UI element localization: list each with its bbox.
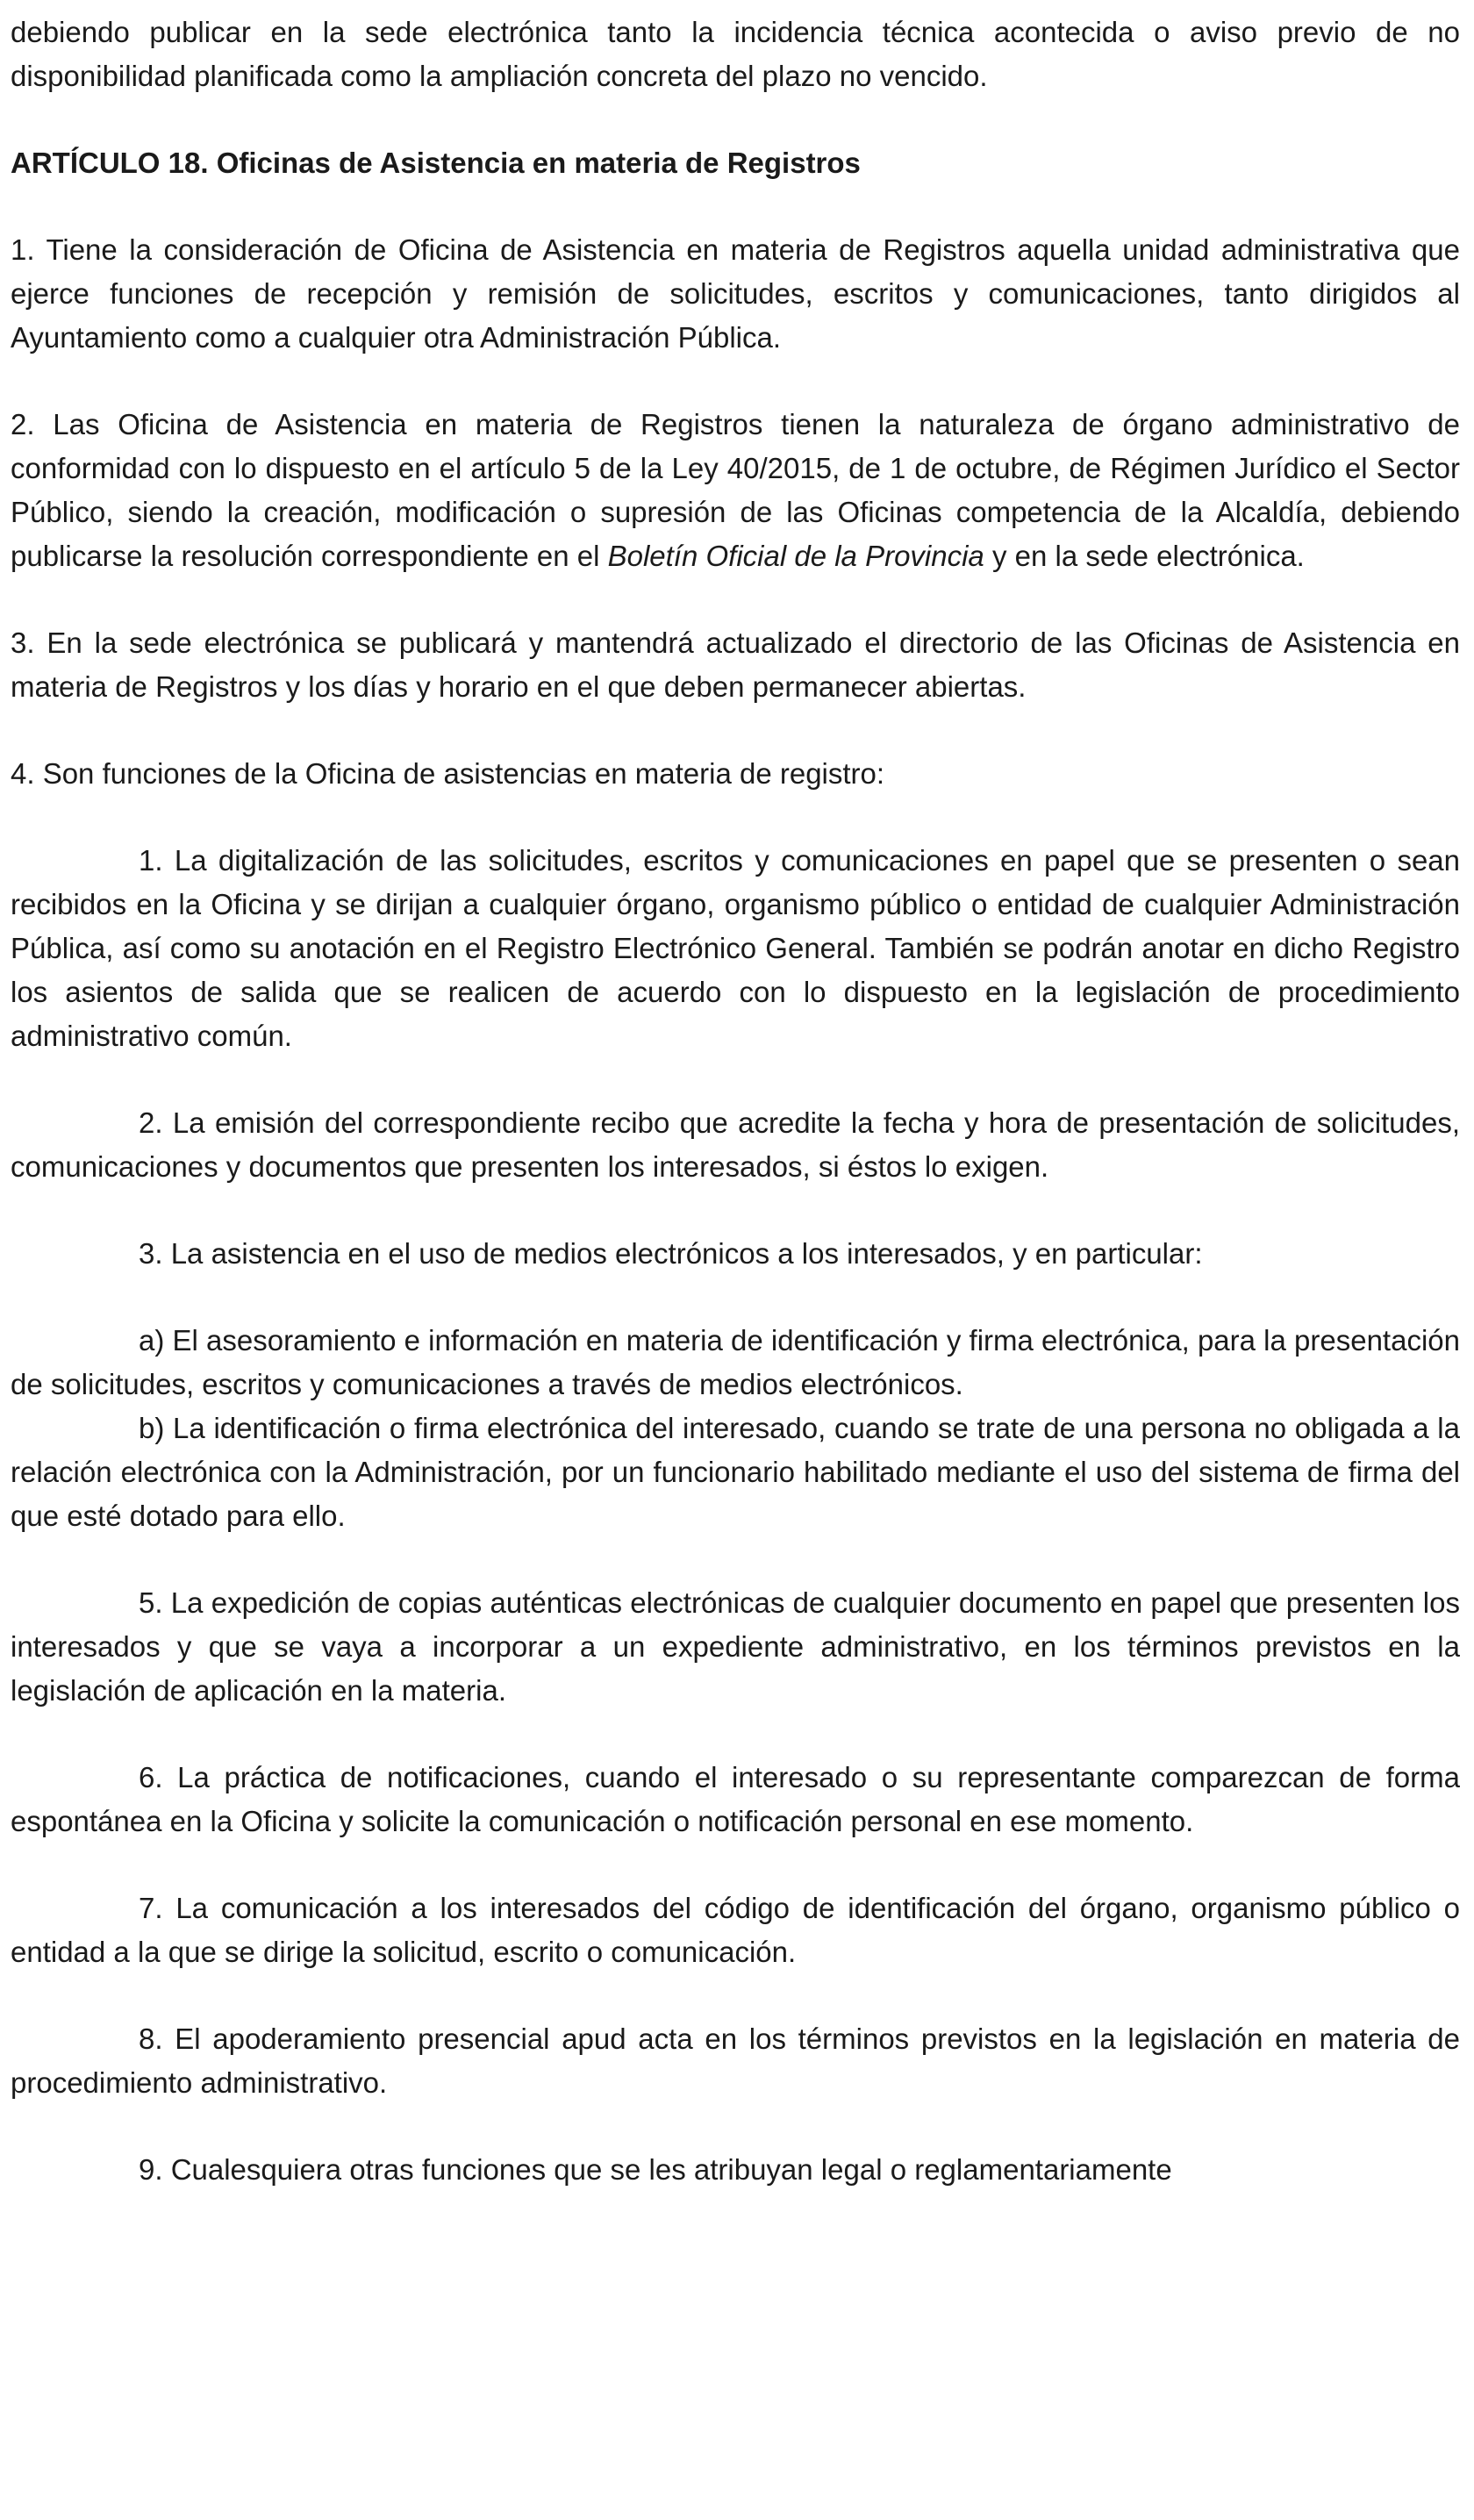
paragraph-1: 1. Tiene la consideración de Oficina de Asistencia en materia de Registros aquella unidad administrativa que ejerce funciones de recepción y remisión de solicitudes, escritos y comunicaciones, tanto dirigidos al Ayuntamiento como a cualquier otra Administración Pública. bbox=[11, 233, 1460, 354]
function-5: 5. La expedición de copias auténticas electrónicas de cualquier documento en papel que presenten los interesados y que se vaya a incorporar a un expediente administrativo, en los términos previstos en la legislación de aplicación en la materia. bbox=[11, 1586, 1460, 1707]
paragraph-2-text-b: y en la sede electrónica. bbox=[984, 540, 1305, 572]
function-7: 7. La comunicación a los interesados del código de identificación del órgano, organismo público o entidad a la que se dirige la solicitud, escrito o comunicación. bbox=[11, 1892, 1460, 1968]
article-heading: ARTÍCULO 18. Oficinas de Asistencia en materia de Registros bbox=[11, 147, 861, 179]
function-6: 6. La práctica de notificaciones, cuando el interesado o su representante comparezcan de forma espontánea en la Oficina y solicite la comunicación o notificación personal en ese momento. bbox=[11, 1761, 1460, 1837]
function-3a: a) El asesoramiento e información en materia de identificación y firma electrónica, para la presentación de solicitudes, escritos y comunicaciones a través de medios electrónicos. bbox=[11, 1324, 1460, 1400]
function-3b: b) La identificación o firma electrónica del interesado, cuando se trate de una persona no obligada a la relación electrónica con la Administración, por un funcionario habilitado mediante el uso del sistema de firma del que esté dotado para ello. bbox=[11, 1412, 1460, 1532]
function-9: 9. Cualesquiera otras funciones que se les atribuyan legal o reglamentariamente bbox=[139, 2153, 1172, 2186]
function-1: 1. La digitalización de las solicitudes, escritos y comunicaciones en papel que se presenten o sean recibidos en la Oficina y se dirijan a cualquier órgano, organismo público o entidad de cualquier Administración Pública, así como su anotación en el Registro Electrónico General. También se podrán anotar en dicho Registro los asientos de salida que se realicen de acuerdo con lo dispuesto en la legislación de procedimiento administrativo común. bbox=[11, 844, 1460, 1052]
paragraph-2 bbox=[11, 403, 1460, 578]
document-page bbox=[11, 11, 1460, 2192]
intro-paragraph: debiendo publicar en la sede electrónica tanto la incidencia técnica acontecida o aviso previo de no disponibilidad planificada como la ampliación concreta del plazo no vencido. bbox=[11, 16, 1460, 92]
paragraph-4: 4. Son funciones de la Oficina de asistencias en materia de registro: bbox=[11, 757, 885, 790]
function-3: 3. La asistencia en el uso de medios electrónicos a los interesados, y en particular: bbox=[139, 1237, 1203, 1270]
paragraph-2-text-a: 2. Las Oficina de Asistencia en materia de Registros tienen la naturaleza de órgano administrativo de conformidad con lo dispuesto en el artículo 5 de la Ley 40/2015, de 1 de octubre, de Régimen Jurídico el Sector Público, siendo la creación, modificación o supresión de las Oficinas competencia de la Alcaldía, debiendo publicarse la resolución correspondiente en el bbox=[11, 408, 1460, 572]
paragraph-3: 3. En la sede electrónica se publicará y mantendrá actualizado el directorio de las Oficinas de Asistencia en materia de Registros y los días y horario en el que deben permanecer abiertas. bbox=[11, 626, 1460, 703]
boletin-oficial-title: Boletín Oficial de la Provincia bbox=[607, 540, 984, 572]
function-2: 2. La emisión del correspondiente recibo que acredite la fecha y hora de presentación de solicitudes, comunicaciones y documentos que presenten los interesados, si éstos lo exigen. bbox=[11, 1106, 1460, 1183]
function-8: 8. El apoderamiento presencial apud acta en los términos previstos en la legislación en materia de procedimiento administrativo. bbox=[11, 2022, 1460, 2099]
